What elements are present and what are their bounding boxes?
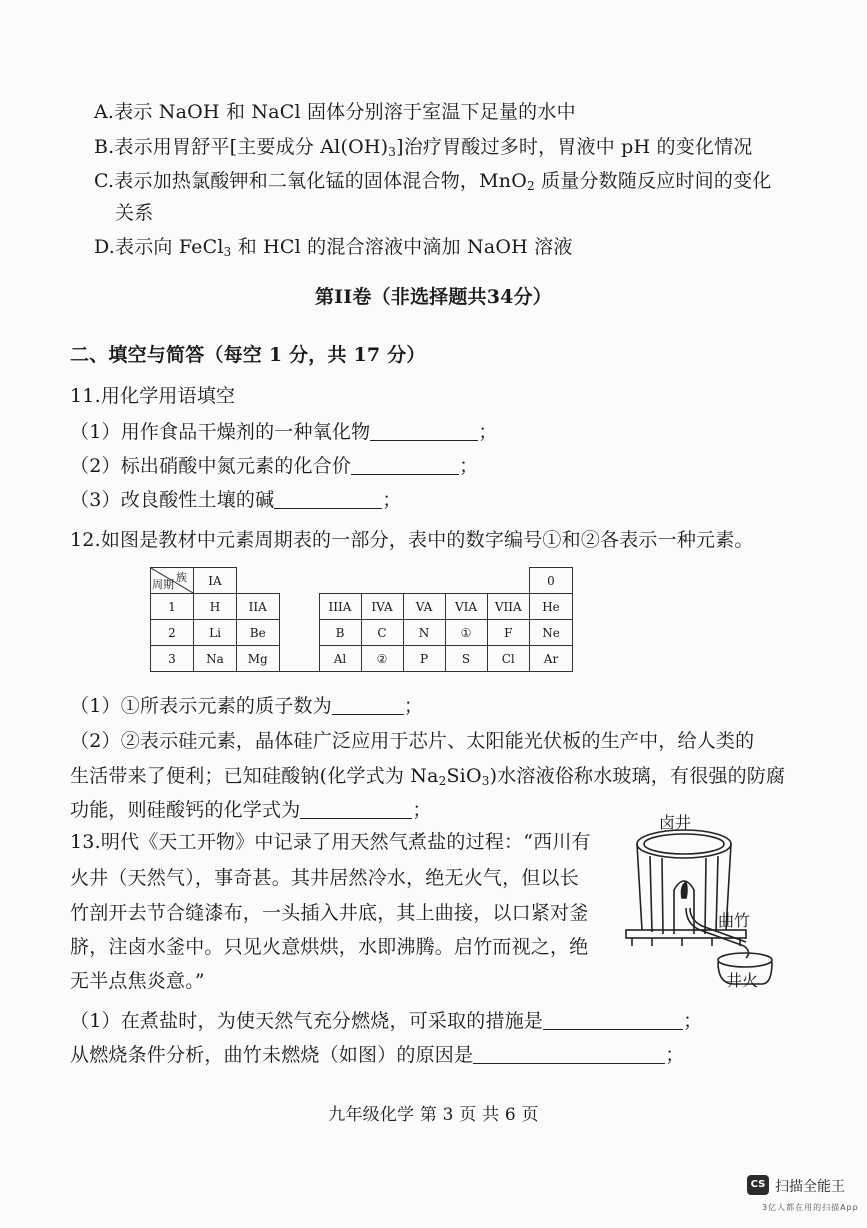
element-cell: Mg <box>237 646 280 672</box>
label-fire-well: 井火 <box>726 971 759 990</box>
scanner-tagline: 3亿人都在用的扫描App <box>762 1203 859 1212</box>
scanner-logo-icon: CS <box>747 1175 769 1195</box>
group-va: VA <box>403 594 445 620</box>
volume-title: 第II卷（非选择题共34分） <box>314 286 553 308</box>
q13-part1: （1）在煮盐时，为使天然气充分燃烧，可采取的措施是 ； <box>70 1010 703 1032</box>
group-ia: IA <box>194 568 237 594</box>
element-cell: P <box>403 646 445 672</box>
answer-blank[interactable] <box>543 1011 683 1030</box>
element-cell: H <box>194 594 237 620</box>
page-footer: 九年级化学 第 3 页 共 6 页 <box>328 1105 539 1125</box>
element-cell: ② <box>361 646 403 672</box>
option-c: C.表示加热氯酸钾和二氧化锰的固体混合物，MnO$_2$ 质量分数随反应时间的变化 <box>94 170 772 193</box>
q12-part2-line3: 功能，则硅酸钙的化学式为 ； <box>70 799 432 821</box>
period-1: 1 <box>151 594 194 620</box>
q13-line3: 竹剖开去节合缝漆布，一头插入井底，其上曲接，以口紧对釜 <box>70 902 589 924</box>
label-bamboo-pipe: 曲竹 <box>718 911 751 930</box>
q12-part2-line1: （2）②表示硅元素，晶体硅广泛应用于芯片、太阳能光伏板的生产中，给人类的 <box>70 730 755 752</box>
answer-blank[interactable] <box>300 800 412 819</box>
answer-blank[interactable] <box>370 422 478 441</box>
answer-blank[interactable] <box>351 456 459 475</box>
answer-blank[interactable] <box>274 490 382 509</box>
table-corner-header: 族 周期 <box>151 568 194 594</box>
element-cell: S <box>445 646 487 672</box>
option-c-continued: 关系 <box>115 202 154 224</box>
group-iiia: IIIA <box>319 594 361 620</box>
element-cell: ① <box>445 620 487 646</box>
periodic-table <box>150 567 573 672</box>
q11-part3: （3）改良酸性土壤的碱 ； <box>70 489 402 511</box>
element-cell: Al <box>319 646 361 672</box>
element-cell: N <box>403 620 445 646</box>
q11-part2: （2）标出硝酸中氮元素的化合价 ； <box>70 455 479 477</box>
section-title: 二、填空与简答（每空 1 分，共 17 分） <box>70 344 426 366</box>
element-cell: Ar <box>530 646 573 672</box>
q12-part1: （1）①所表示元素的质子数为 ； <box>70 695 424 717</box>
q11-stem: 11.用化学用语填空 <box>70 385 236 407</box>
element-cell: Na <box>194 646 237 672</box>
q13-line4: 脐，注卤水釜中。只见火意烘烘，水即沸腾。启竹而视之，绝 <box>70 936 589 958</box>
element-cell: Cl <box>487 646 530 672</box>
element-cell: F <box>487 620 530 646</box>
group-0: 0 <box>530 568 573 594</box>
q13-part1-b: 从燃烧条件分析，曲竹未燃烧（如图）的原因是 ； <box>70 1044 685 1066</box>
group-iva: IVA <box>361 594 403 620</box>
element-cell: C <box>361 620 403 646</box>
q13-line2: 火井（天然气），事奇甚。其井居然冷水，绝无火气，但以长 <box>70 867 579 889</box>
q12-stem: 12.如图是教材中元素周期表的一部分，表中的数字编号①和②各表示一种元素。 <box>70 529 754 551</box>
option-a: A.表示 NaOH 和 NaCl 固体分别溶于室温下足量的水中 <box>94 101 576 123</box>
label-brine-well: 卤井 <box>659 813 692 832</box>
brine-well-drawing <box>622 812 782 992</box>
element-cell: Be <box>237 620 280 646</box>
group-iia: IIA <box>237 594 280 620</box>
option-b: B.表示用胃舒平[主要成分 $Al(OH)_3$]治疗胃酸过多时，胃液中 pH 的变化情况 <box>94 136 753 159</box>
option-d: D.表示向 FeCl$_3$ 和 HCl 的混合溶液中滴加 NaOH 溶液 <box>94 236 573 259</box>
period-3: 3 <box>151 646 194 672</box>
group-via: VIA <box>445 594 487 620</box>
q12-part2-line2: 生活带来了便利；已知硅酸钠(化学式为 $Na_2SiO_3$)水溶液俗称水玻璃，有很强的防腐 <box>70 765 786 788</box>
answer-blank[interactable] <box>332 696 404 715</box>
q13-line1: 13.明代《天工开物》中记录了用天然气煮盐的过程：“西川有 <box>70 831 591 853</box>
element-cell: Li <box>194 620 237 646</box>
scanner-app-name: 扫描全能王 <box>775 1179 845 1195</box>
element-cell: B <box>319 620 361 646</box>
brine-well-illustration <box>622 812 782 996</box>
q11-part1: （1）用作食品干燥剂的一种氧化物 ； <box>70 421 498 443</box>
element-cell: He <box>530 594 573 620</box>
answer-blank[interactable] <box>473 1045 665 1064</box>
q13-line5: 无半点焦炎意。” <box>70 970 205 992</box>
group-viia: VIIA <box>487 594 530 620</box>
period-2: 2 <box>151 620 194 646</box>
element-cell: Ne <box>530 620 573 646</box>
